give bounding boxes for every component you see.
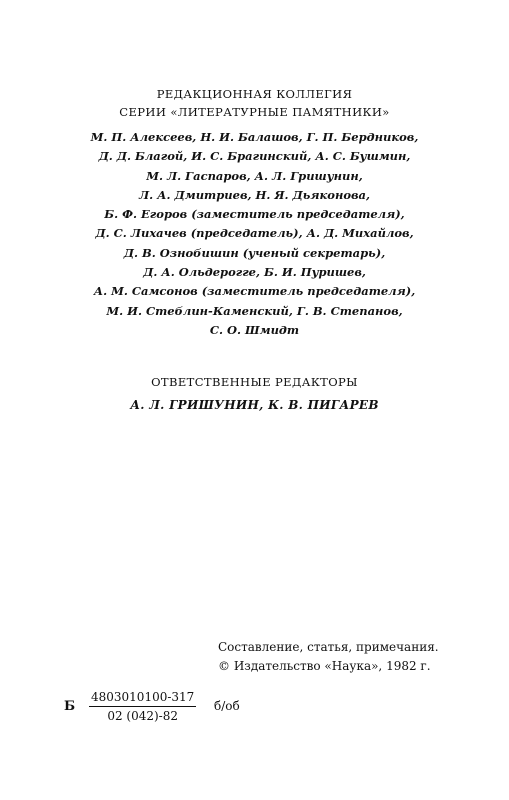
copyright-line2: © Издательство «Наука», 1982 г. [218, 659, 431, 673]
board-member-line: Д. Д. Благой, И. С. Брагинский, А. С. Бушмин, [98, 149, 411, 164]
catalog-code-letter: Б [64, 699, 76, 714]
board-member-line: Л. А. Дмитриев, Н. Я. Дьяконова, [138, 187, 371, 202]
board-members-list [0, 128, 509, 340]
board-heading-line2: СЕРИИ «ЛИТЕРАТУРНЫЕ ПАМЯТНИКИ» [119, 105, 390, 119]
editors-names: А. Л. ГРИШУНИН, К. В. ПИГАРЕВ [130, 398, 379, 412]
board-member-line: А. М. Самсонов (заместитель председателя), [93, 284, 416, 299]
board-member-line: Д. С. Лихачев (председатель), А. Д. Михайлов, [95, 226, 414, 241]
catalog-code-numerator: 4803010100-317 [89, 690, 196, 707]
catalog-code-denominator: 02 (042)-82 [107, 709, 178, 723]
copyright-block [218, 638, 439, 676]
board-member-line: Б. Ф. Егоров (заместитель председателя), [104, 207, 405, 222]
catalog-code-fraction [89, 690, 196, 723]
editors-heading: ОТВЕТСТВЕННЫЕ РЕДАКТОРЫ [151, 375, 358, 389]
copyright-line1: Составление, статья, примечания. [218, 640, 439, 654]
board-member-line: Д. В. Ознобишин (ученый секретарь), [123, 245, 386, 260]
board-member-line: М. И. Стеблин-Каменский, Г. В. Степанов, [106, 303, 403, 318]
board-member-line: М. Л. Гаспаров, А. Л. Гришунин, [146, 168, 363, 183]
board-member-line: Д. А. Ольдерогге, Б. И. Пуришев, [143, 265, 366, 280]
board-member-line: М. П. Алексеев, Н. И. Балашов, Г. П. Бердников, [90, 130, 419, 144]
board-member-line: С. О. Шмидт [209, 322, 300, 337]
board-heading-line1: РЕДАКЦИОННАЯ КОЛЛЕГИЯ [156, 87, 353, 101]
catalog-code-suffix: б/об [214, 699, 240, 713]
